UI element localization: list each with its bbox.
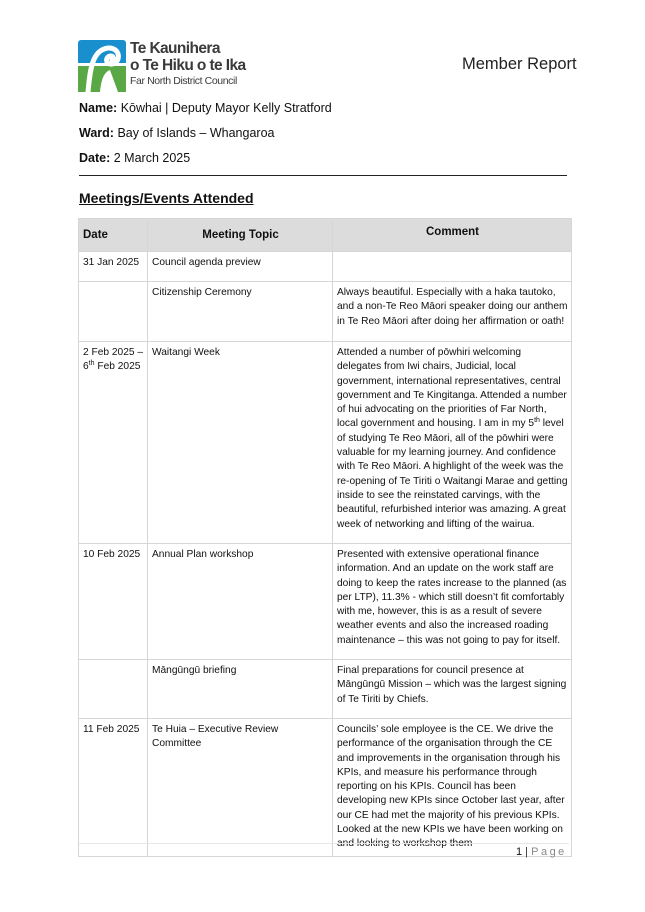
ward-value: Bay of Islands – Whangaroa xyxy=(117,126,275,140)
cell-comment: Presented with extensive operational finance information. And an update on the work staff are doing to keep the rates increase to the planned (as per LTP), 11.3% - which still doesn’t fit comfortably with me, however, this is as a result of severe weather events and also the increased roading maintenance – this was not going to pay for itself. xyxy=(333,544,572,660)
koru-logo-icon xyxy=(78,40,126,92)
page-separator: | xyxy=(522,846,532,858)
table-row xyxy=(79,660,572,719)
page-label: Page xyxy=(531,846,567,858)
page-footer xyxy=(516,846,567,858)
logo-line-3: Far North District Council xyxy=(130,75,237,87)
cell-topic: Waitangi Week xyxy=(148,342,333,544)
table-row xyxy=(79,719,572,857)
cell-date: 10 Feb 2025 xyxy=(79,544,148,660)
name-value: Kōwhai | Deputy Mayor Kelly Stratford xyxy=(120,101,332,115)
page-number: 1 xyxy=(516,846,523,858)
cell-topic: Citizenship Ceremony xyxy=(148,282,333,342)
cell-topic: Council agenda preview xyxy=(148,252,333,282)
divider xyxy=(79,175,567,176)
name-label: Name: xyxy=(79,101,118,115)
cell-topic: Te Huia – Executive Review Committee xyxy=(148,719,333,857)
cell-date: 11 Feb 2025 xyxy=(79,719,148,857)
council-logo xyxy=(78,40,246,94)
cell-comment: Always beautiful. Especially with a haka tautoko, and a non-Te Reo Māori speaker doing our anthem in Te Reo Māori after doing her affirmation or oath! xyxy=(333,282,572,342)
ward-label: Ward: xyxy=(79,126,114,140)
date-label: Date: xyxy=(79,151,111,165)
table-row xyxy=(79,252,572,282)
cell-date xyxy=(79,660,148,719)
footer-divider xyxy=(79,843,569,844)
logo-line-1: Te Kaunihera xyxy=(130,40,220,57)
table-header-row xyxy=(79,219,572,252)
meta-ward xyxy=(79,126,274,140)
cell-comment xyxy=(333,252,572,282)
meta-date xyxy=(79,151,190,165)
header-date: Date xyxy=(79,219,148,252)
header-topic: Meeting Topic xyxy=(148,219,333,252)
meta-name xyxy=(79,101,332,115)
table-row xyxy=(79,544,572,660)
cell-comment: Final preparations for council presence at Māngūngū Mission – which was the largest signing of Te Tiriti by Chiefs. xyxy=(333,660,572,719)
logo-line-2: o Te Hiku o te Ika xyxy=(130,57,246,74)
cell-topic: Annual Plan workshop xyxy=(148,544,333,660)
table-row xyxy=(79,282,572,342)
date-value: 2 March 2025 xyxy=(113,151,191,165)
header-comment: Comment xyxy=(333,219,572,252)
cell-comment: Councils’ sole employee is the CE. We drive the performance of the organisation through the CE and improvements in the organisation through his KPIs, and measure his performance through reporting on his KPIs. Council has been developing new KPIs since October last year, after our CE had met the majority of his previous KPIs. Looked at the new KPIs we have been working on and looking to workshop them xyxy=(333,719,572,857)
cell-date xyxy=(79,282,148,342)
cell-topic: Māngūngū briefing xyxy=(148,660,333,719)
section-title: Meetings/Events Attended xyxy=(79,190,254,206)
cell-comment: Attended a number of pōwhiri welcoming delegates from Iwi chairs, Judicial, local government, international representatives, central government and Te Kingitanga. Attended a number of hui advocating on the priorities of Far North, local government and housing. I am in my 5th level of studying Te Reo Māori, all of the pōwhiri were valuable for my learning journey. And confidence with Te Reo Māori. A highlight of the week was the re-opening of Te Tiriti o Waitangi Marae and getting inside to see the reinstated carvings, with the beautiful, refurbished interior was amazing. A great week of networking and lifting of the wairua. xyxy=(333,342,572,544)
cell-date: 31 Jan 2025 xyxy=(79,252,148,282)
table-row xyxy=(79,342,572,544)
report-title: Member Report xyxy=(462,55,577,73)
meetings-table xyxy=(78,218,572,857)
cell-date: 2 Feb 2025 – 6th Feb 2025 xyxy=(79,342,148,544)
